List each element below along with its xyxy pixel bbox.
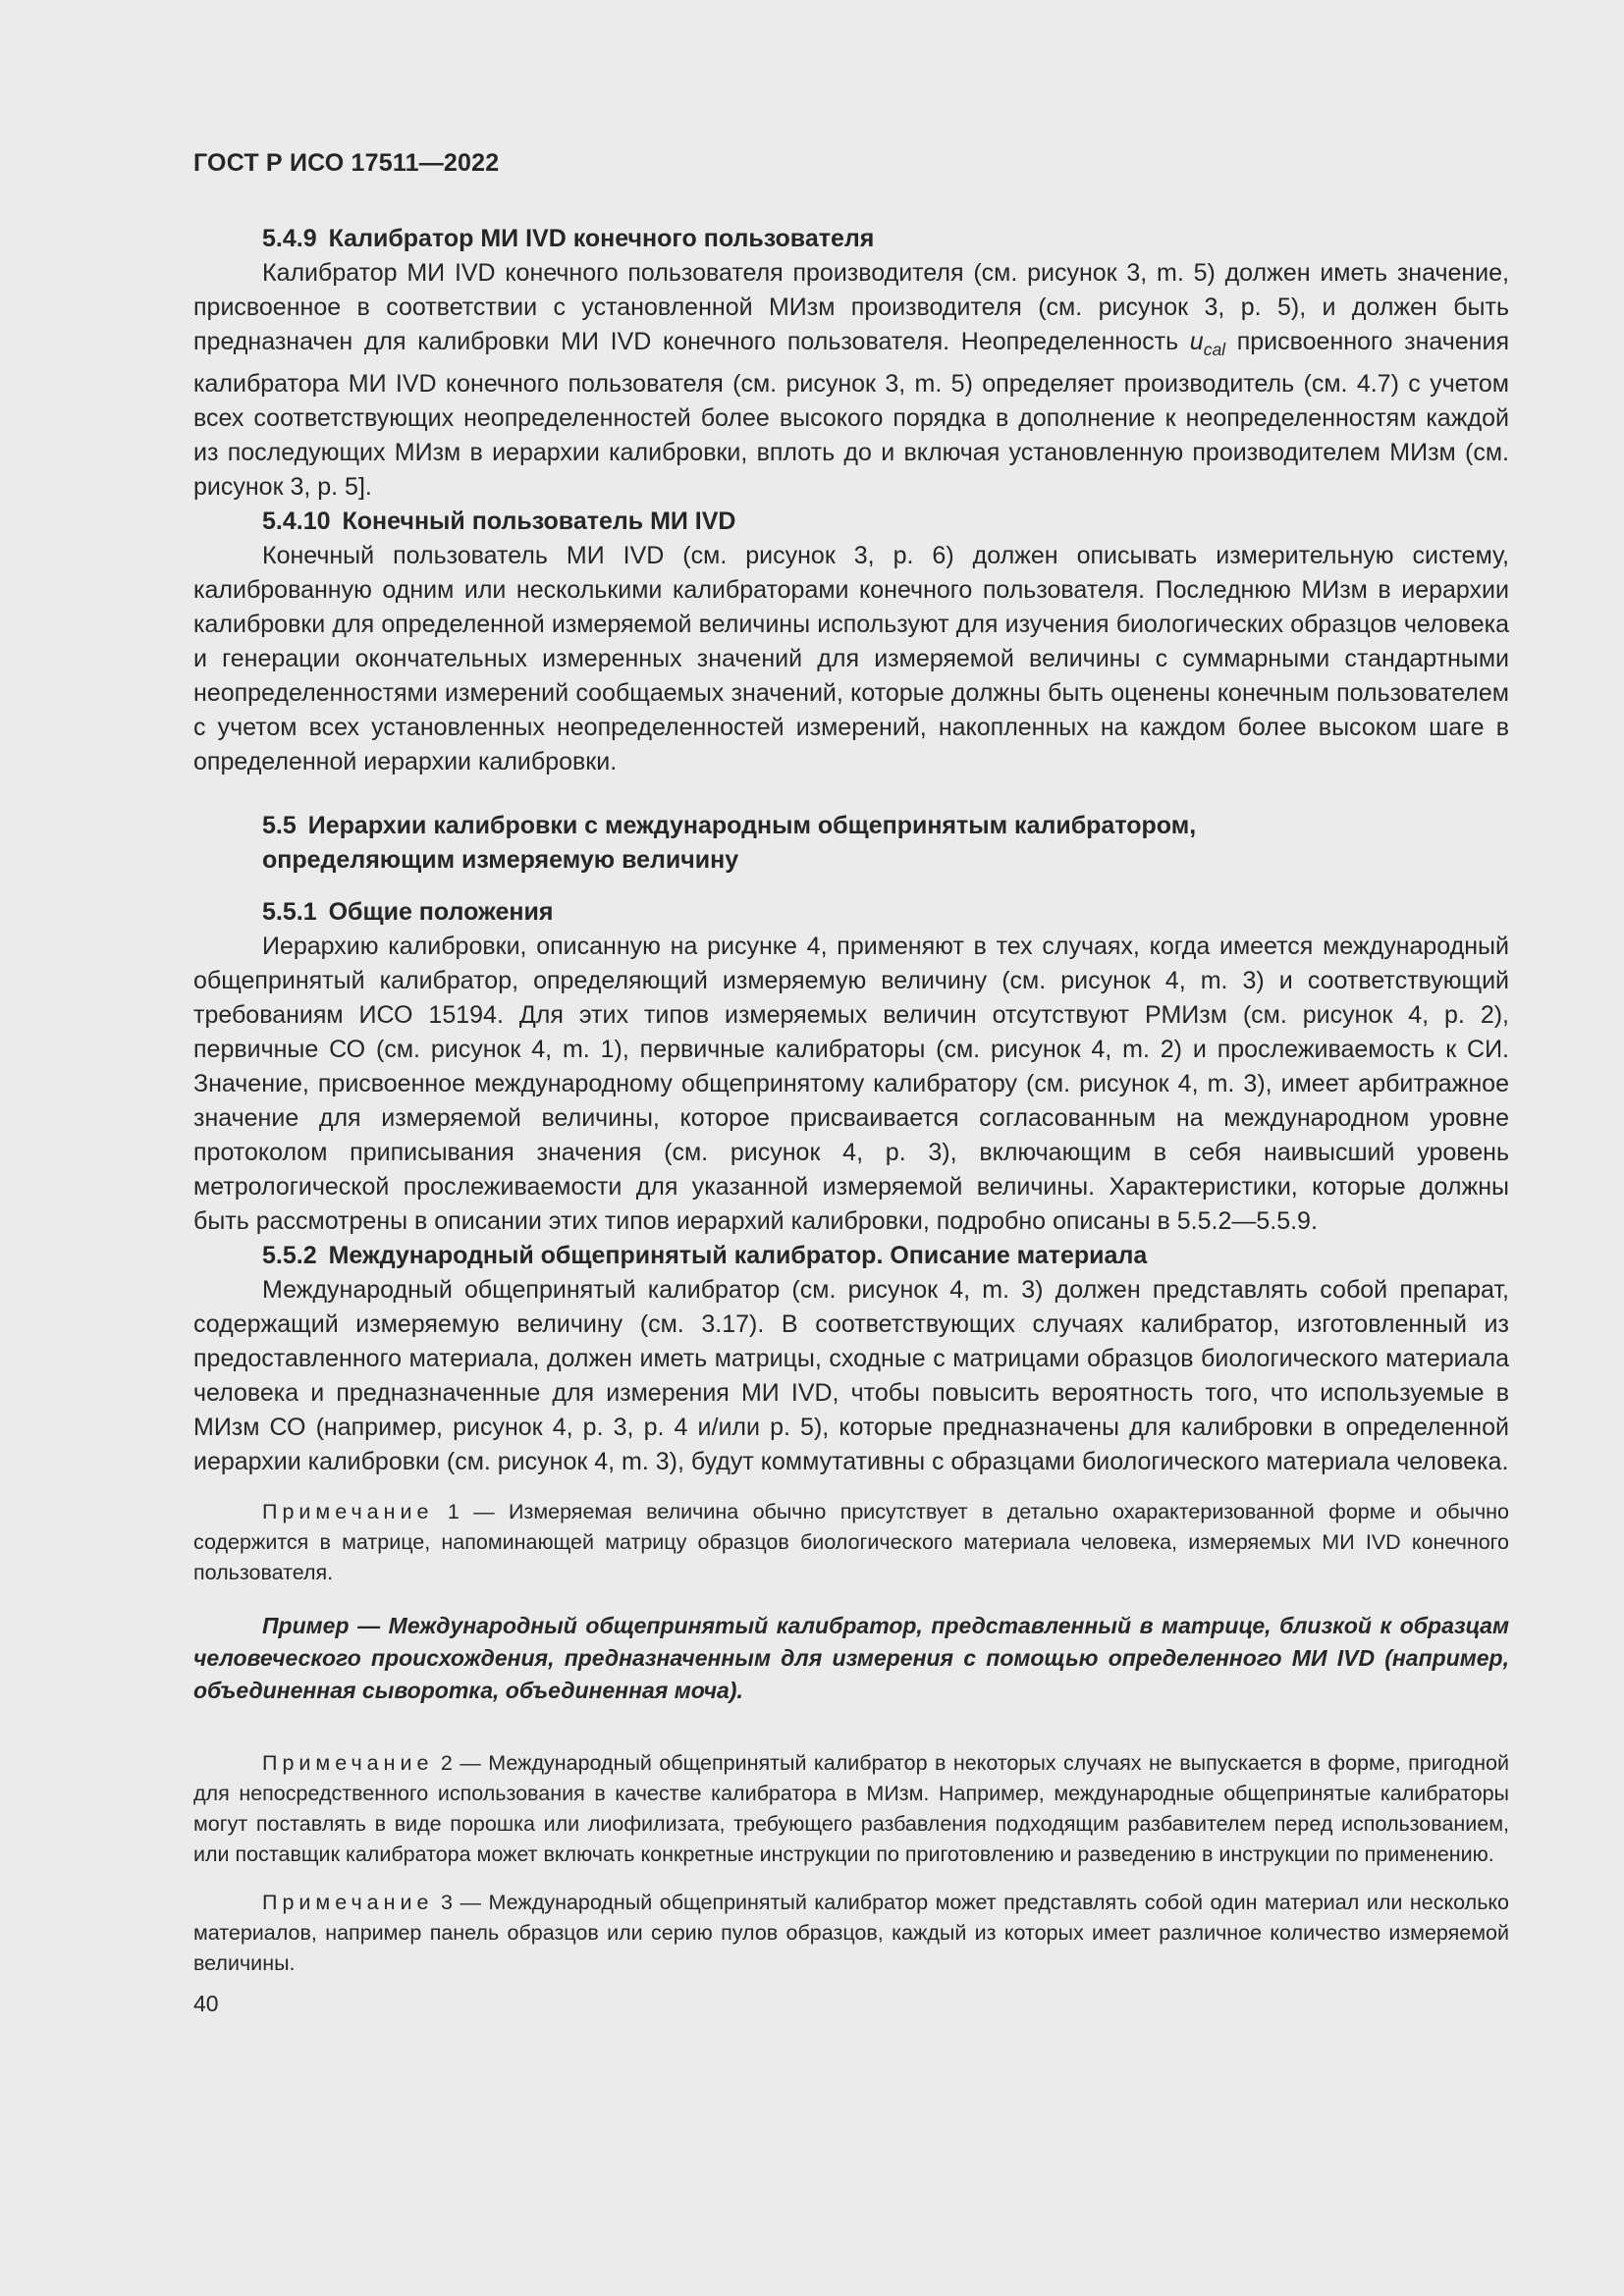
section-5-4-9-heading <box>193 222 1509 256</box>
note-label: Примечание <box>262 1500 434 1523</box>
section-title: Конечный пользователь МИ IVD <box>342 507 736 535</box>
section-number: 5.4.9 <box>262 225 317 252</box>
section-title-line2: определяющим измеряемую величину <box>262 846 739 874</box>
section-title: Международный общепринятый калибратор. Описание материала <box>328 1242 1148 1269</box>
section-5-5-2-text: Международный общепринятый калибратор (см. рисунок 4, m. 3) должен представлять собой препарат, содержащий измеряемую величину (см. 3.17). В соответствующих случаях калибратор, изготовленный из предоставленного материала, должен иметь матрицы, сходные с матрицами образцов биологического материала человека и предназначенные для измерения МИ IVD, чтобы повысить вероятность того, что используемые в МИзм СО (например, рисунок 4, р. 3, р. 4 и/или р. 5), которые предназначены для калибровки в определенной иерархии калибровки (см. рисунок 4, m. 3), будут коммутативны с образцами биологического материала человека. <box>193 1276 1509 1475</box>
section-title-line1: Иерархии калибровки с международным общепринятым калибратором, <box>307 812 1197 839</box>
section-number: 5.4.10 <box>262 507 331 535</box>
note-2 <box>193 1748 1509 1870</box>
note-label: Примечание <box>262 1891 434 1914</box>
note-3 <box>193 1888 1509 1979</box>
paragraph-text: присвоенного значения калибратора МИ IVD конечного пользователя (см. рисунок 3, m. 5) определяет производитель (см. 4.7) с учетом всех соответствующих неопределенностей более высокого порядка в дополнение к неопределенностям каждой из последующих МИзм в иерархии калибровки, вплоть до и включая установленную производителем МИзм (см. рисунок 3, р. 5]. <box>193 328 1509 501</box>
section-5-5-heading <box>193 809 1509 878</box>
note-1 <box>193 1497 1509 1588</box>
document-page <box>193 145 1509 2018</box>
section-5-5-2-heading <box>193 1239 1509 1273</box>
uncertainty-symbol: u <box>1189 328 1204 355</box>
document-header: ГОСТ Р ИСО 17511—2022 <box>193 149 500 177</box>
section-number: 5.5.2 <box>262 1242 317 1269</box>
paragraph-text: Калибратор МИ IVD конечного пользователя производителя (см. рисунок 3, m. 5) должен иметь значение, присвоенное в соответствии с установленной МИзм производителя (см. рисунок 3, р. 5), и должен быть предназначен для калибровки МИ IVD конечного пользователя. Неопределенность <box>193 259 1509 355</box>
section-number: 5.5.1 <box>262 898 317 926</box>
section-5-5-1-text: Иерархию калибровки, описанную на рисунке 4, применяют в тех случаях, когда имеется международный общепринятый калибратор, определяющий измеряемую величину (см. рисунок 4, m. 3) и соответствующий требованиям ИСО 15194. Для этих типов измеряемых величин отсутствуют РМИзм (см. рисунок 4, р. 2), первичные СО (см. рисунок 4, m. 1), первичные калибраторы (см. рисунок 4, m. 2) и прослеживаемость к СИ. Значение, присвоенное международному общепринятому калибратору (см. рисунок 4, m. 3), имеет арбитражное значение для измеряемой величины, которое присваивается согласованным на международном уровне протоколом приписывания значения (см. рисунок 4, р. 3), включающим в себя наивысший уровень метрологической прослеживаемости для указанной измеряемой величины. Характеристики, которые должны быть рассмотрены в описании этих типов иерархий калибровки, подробно описаны в 5.5.2—5.5.9. <box>193 933 1509 1235</box>
note-label: Примечание <box>262 1751 434 1775</box>
section-number: 5.5 <box>262 812 297 839</box>
section-5-4-10-text: Конечный пользователь МИ IVD (см. рисунок 3, р. 6) должен описывать измерительную систему, калиброванную одним или несколькими калибраторами конечного пользователя. Последнюю МИзм в иерархии калибровки для определенной измеряемой величины используют для изучения биологических образцов человека и генерации окончательных измеренных значений для измеряемой величины с суммарными стандартными неопределенностями измерений сообщаемых значений, которые должны быть оценены конечным пользователем с учетом всех установленных неопределенностей измерений, накопленных на каждом более высоком шаге в определенной иерархии калибровки. <box>193 542 1509 775</box>
uncertainty-subscript: cal <box>1203 340 1226 359</box>
example-paragraph: Пример — Международный общепринятый калибратор, представленный в матрице, близкой к образцам человеческого происхождения, предназначенным для измерения с помощью определенного МИ IVD (например, объединенная сыворотка, объединенная моча). <box>193 1613 1509 1703</box>
page-number: 40 <box>193 1991 219 2016</box>
note-text: 3 — Международный общепринятый калибратор может представлять собой один материал или несколько материалов, например панель образцов или серию пулов образцов, каждый из которых имеет различное количество измеряемой величины. <box>193 1891 1509 1975</box>
note-text: 1 — Измеряемая величина обычно присутствует в детально охарактеризованной форме и обычно содержится в матрице, напоминающей матрицу образцов биологического материала человека, измеряемых МИ IVD конечного пользователя. <box>193 1500 1509 1584</box>
section-5-5-1-heading <box>193 895 1509 930</box>
note-text: 2 — Международный общепринятый калибратор в некоторых случаях не выпускается в форме, пригодной для непосредственного использования в качестве калибратора в МИзм. Например, международные общепринятые калибраторы могут поставлять в виде порошка или лиофилизата, требующего разбавления подходящим разбавителем перед использованием, или поставщик калибратора может включать конкретные инструкции по приготовлению и разведению в инструкции по применению. <box>193 1751 1509 1866</box>
section-title: Общие положения <box>328 898 554 926</box>
section-title: Калибратор МИ IVD конечного пользователя <box>328 225 875 252</box>
section-5-4-9-text <box>193 256 1509 505</box>
section-5-4-10-heading <box>193 505 1509 539</box>
